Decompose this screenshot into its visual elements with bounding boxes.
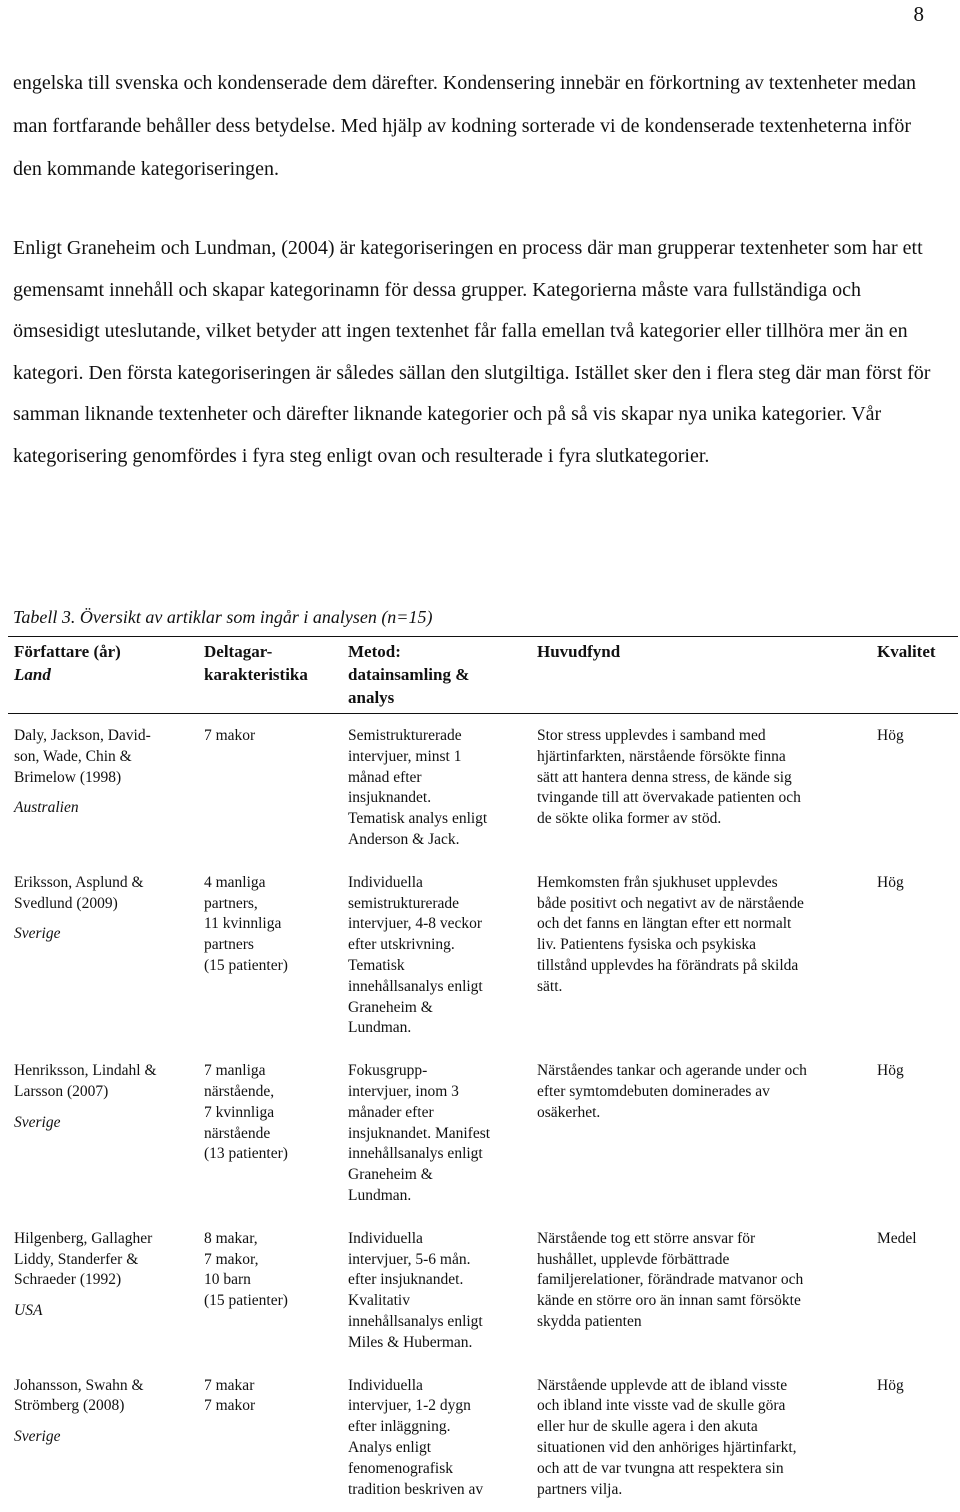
paragraph-kategorisering: Enligt Graneheim och Lundman, (2004) är kategoriseringen en process där man grupperar textenheter som har ett gemensamt innehåll och skapar kategorinamn för dessa grupper. Kategorierna måste vara fullständiga och ömsesidigt uteslutande, vilket betyder att ingen textenhet får falla emellan två kategorier eller tillhöra mer än en kategori. Den första kategoriseringen är således sällan den slutgiltiga. Istället sker den i flera steg där man först för samman liknande textenheter och därefter liknande kategorier och på så vis skapar nya unika kategorier. Vår kategorisering genomfördes i fyra steg enligt ovan och resulterade i fyra slutkategorier. bbox=[13, 228, 943, 478]
country-label: Sverige bbox=[14, 1113, 198, 1134]
method-cell bbox=[342, 1219, 531, 1366]
author-line: Larsson (2007) bbox=[14, 1082, 198, 1103]
method-line: Anderson & Jack. bbox=[348, 830, 531, 851]
method-line: Tematisk analys enligt bbox=[348, 809, 531, 830]
method-line: intervjuer, 1-2 dygn bbox=[348, 1396, 531, 1417]
method-line: innehållsanalys enligt bbox=[348, 1312, 531, 1333]
participants-cell bbox=[198, 863, 342, 1051]
table-header-row bbox=[8, 637, 958, 714]
author-line: son, Wade, Chin & bbox=[14, 747, 198, 768]
author-line: Liddy, Standerfer & bbox=[14, 1250, 198, 1271]
author-cell bbox=[8, 863, 198, 1051]
participants-cell bbox=[198, 1051, 342, 1219]
method-line: Individuella bbox=[348, 1229, 531, 1250]
author-line: Schraeder (1992) bbox=[14, 1270, 198, 1291]
participants-cell bbox=[198, 1366, 342, 1512]
table-caption: Tabell 3. Översikt av artiklar som ingår i analysen (n=15) bbox=[13, 607, 432, 628]
method-line: månad efter bbox=[348, 768, 531, 789]
findings-line: eller hur de skulle agera i den akuta bbox=[537, 1417, 871, 1438]
header-author-label: Författare (år) bbox=[14, 640, 198, 663]
findings-cell bbox=[531, 1219, 871, 1366]
method-line: Lundman. bbox=[348, 1018, 531, 1039]
method-line: Analys enligt bbox=[348, 1438, 531, 1459]
findings-line: situationen vid den anhöriges hjärtinfarkt, bbox=[537, 1438, 871, 1459]
table-row bbox=[8, 714, 958, 863]
participants-line: 8 makar, bbox=[204, 1229, 342, 1250]
findings-line: både positivt och negativt av de närstående bbox=[537, 894, 871, 915]
method-line: månader efter bbox=[348, 1103, 531, 1124]
header-author bbox=[8, 637, 198, 714]
findings-line: efter symtomdebuten dominerades av bbox=[537, 1082, 871, 1103]
participants-line: (15 patienter) bbox=[204, 1291, 342, 1312]
findings-line: och ibland inte visste vad de skulle göra bbox=[537, 1396, 871, 1417]
article-overview-table-wrapper bbox=[8, 636, 958, 1512]
country-label: Sverige bbox=[14, 924, 198, 945]
method-line: Graneheim & bbox=[348, 998, 531, 1019]
method-line: Tematisk bbox=[348, 956, 531, 977]
country-label: Sverige bbox=[14, 1427, 198, 1448]
method-line: Kvalitativ bbox=[348, 1291, 531, 1312]
participants-line: 7 makar bbox=[204, 1376, 342, 1397]
quality-cell: Hög bbox=[871, 1366, 958, 1512]
method-line: tradition beskriven av bbox=[348, 1480, 531, 1501]
method-line: innehållsanalys enligt bbox=[348, 977, 531, 998]
header-participants bbox=[198, 637, 342, 714]
author-cell bbox=[8, 1051, 198, 1219]
page-number: 8 bbox=[914, 2, 925, 27]
findings-line: Hemkomsten från sjukhuset upplevdes bbox=[537, 873, 871, 894]
participants-line: 10 barn bbox=[204, 1270, 342, 1291]
findings-line: liv. Patientens fysiska och psykiska bbox=[537, 935, 871, 956]
author-line: Daly, Jackson, David- bbox=[14, 726, 198, 747]
findings-line: de sökte olika former av stöd. bbox=[537, 809, 871, 830]
header-method bbox=[342, 637, 531, 714]
findings-line: sätt. bbox=[537, 977, 871, 998]
method-line: insjuknandet. bbox=[348, 788, 531, 809]
header-participants-line: karakteristika bbox=[204, 663, 342, 686]
author-line: Strömberg (2008) bbox=[14, 1396, 198, 1417]
findings-line: kände en större oro än innan samt försökte bbox=[537, 1291, 871, 1312]
participants-line: närstående, bbox=[204, 1082, 342, 1103]
header-participants-line: Deltagar- bbox=[204, 640, 342, 663]
header-method-line: Metod: bbox=[348, 640, 531, 663]
quality-cell: Hög bbox=[871, 863, 958, 1051]
participants-line: 7 makor bbox=[204, 726, 342, 747]
method-cell bbox=[342, 1051, 531, 1219]
method-line: Semistrukturerade bbox=[348, 726, 531, 747]
header-method-line: analys bbox=[348, 686, 531, 709]
method-line: efter insjuknandet. bbox=[348, 1270, 531, 1291]
header-land-label: Land bbox=[14, 663, 198, 686]
table-row bbox=[8, 1219, 958, 1366]
participants-line: 7 kvinnliga bbox=[204, 1103, 342, 1124]
author-line: Brimelow (1998) bbox=[14, 768, 198, 789]
participants-line: (13 patienter) bbox=[204, 1144, 342, 1165]
author-cell bbox=[8, 714, 198, 863]
method-line: insjuknandet. Manifest bbox=[348, 1124, 531, 1145]
findings-line: partners vilja. bbox=[537, 1480, 871, 1501]
method-line: intervjuer, 4-8 veckor bbox=[348, 914, 531, 935]
paragraph-kondensering: engelska till svenska och kondenserade dem därefter. Kondensering innebär en förkortning av textenheter medan man fortfarande behåller dess betydelse. Med hjälp av kodning sorterade vi de kondenserade textenheterna inför den kommande kategoriseringen. bbox=[13, 62, 943, 191]
findings-cell bbox=[531, 714, 871, 863]
header-quality: Kvalitet bbox=[871, 637, 958, 714]
author-cell bbox=[8, 1219, 198, 1366]
method-cell bbox=[342, 714, 531, 863]
findings-line: Närståendes tankar och agerande under och bbox=[537, 1061, 871, 1082]
findings-cell bbox=[531, 863, 871, 1051]
method-line: intervjuer, 5-6 mån. bbox=[348, 1250, 531, 1271]
author-line: Hilgenberg, Gallagher bbox=[14, 1229, 198, 1250]
quality-cell: Hög bbox=[871, 1051, 958, 1219]
author-line: Eriksson, Asplund & bbox=[14, 873, 198, 894]
method-line: innehållsanalys enligt bbox=[348, 1144, 531, 1165]
findings-line: osäkerhet. bbox=[537, 1103, 871, 1124]
method-line: Individuella bbox=[348, 873, 531, 894]
findings-line: sätt att hantera denna stress, de kände sig bbox=[537, 768, 871, 789]
author-line: Svedlund (2009) bbox=[14, 894, 198, 915]
participants-line: 7 makor, bbox=[204, 1250, 342, 1271]
findings-line: Stor stress upplevdes i samband med bbox=[537, 726, 871, 747]
participants-line: partners, bbox=[204, 894, 342, 915]
participants-cell bbox=[198, 1219, 342, 1366]
participants-line: 11 kvinnliga bbox=[204, 914, 342, 935]
participants-line: partners bbox=[204, 935, 342, 956]
findings-line: tvingande till att övervakade patienten och bbox=[537, 788, 871, 809]
table-row bbox=[8, 1366, 958, 1512]
header-method-line: datainsamling & bbox=[348, 663, 531, 686]
participants-line: 7 manliga bbox=[204, 1061, 342, 1082]
method-line: Fokusgrupp- bbox=[348, 1061, 531, 1082]
findings-line: familjerelationer, förändrade matvanor och bbox=[537, 1270, 871, 1291]
findings-line: Närstående upplevde att de ibland visste bbox=[537, 1376, 871, 1397]
header-findings: Huvudfynd bbox=[531, 637, 871, 714]
findings-line: och att de var tvungna att respektera sin bbox=[537, 1459, 871, 1480]
findings-line: tillstånd upplevdes ha förändrats på skilda bbox=[537, 956, 871, 977]
quality-cell: Medel bbox=[871, 1219, 958, 1366]
country-label: Australien bbox=[14, 798, 198, 819]
method-line: semistrukturerade bbox=[348, 894, 531, 915]
method-line: Miles & Huberman. bbox=[348, 1333, 531, 1354]
method-line: intervjuer, inom 3 bbox=[348, 1082, 531, 1103]
participants-line: 4 manliga bbox=[204, 873, 342, 894]
table-header bbox=[8, 637, 958, 714]
author-line: Henriksson, Lindahl & bbox=[14, 1061, 198, 1082]
findings-line: skydda patienten bbox=[537, 1312, 871, 1333]
table-row bbox=[8, 1051, 958, 1219]
article-overview-table bbox=[8, 636, 958, 1512]
method-line: Lundman. bbox=[348, 1186, 531, 1207]
findings-line: Närstående tog ett större ansvar för bbox=[537, 1229, 871, 1250]
participants-line: (15 patienter) bbox=[204, 956, 342, 977]
method-line: fenomenografisk bbox=[348, 1459, 531, 1480]
author-line: Johansson, Swahn & bbox=[14, 1376, 198, 1397]
method-line: Individuella bbox=[348, 1376, 531, 1397]
method-line: efter utskrivning. bbox=[348, 935, 531, 956]
table-body bbox=[8, 714, 958, 1512]
participants-cell bbox=[198, 714, 342, 863]
country-label: USA bbox=[14, 1301, 198, 1322]
quality-cell: Hög bbox=[871, 714, 958, 863]
participants-line: närstående bbox=[204, 1124, 342, 1145]
method-line: Graneheim & bbox=[348, 1165, 531, 1186]
method-line: intervjuer, minst 1 bbox=[348, 747, 531, 768]
participants-line: 7 makor bbox=[204, 1396, 342, 1417]
method-cell bbox=[342, 863, 531, 1051]
findings-cell bbox=[531, 1051, 871, 1219]
findings-line: hushållet, upplevde förbättrade bbox=[537, 1250, 871, 1271]
findings-line: och det fanns en längtan efter ett normalt bbox=[537, 914, 871, 935]
author-cell bbox=[8, 1366, 198, 1512]
table-row bbox=[8, 863, 958, 1051]
method-line: efter inläggning. bbox=[348, 1417, 531, 1438]
method-cell bbox=[342, 1366, 531, 1512]
findings-cell bbox=[531, 1366, 871, 1512]
findings-line: hjärtinfarkten, närstående försökte finna bbox=[537, 747, 871, 768]
